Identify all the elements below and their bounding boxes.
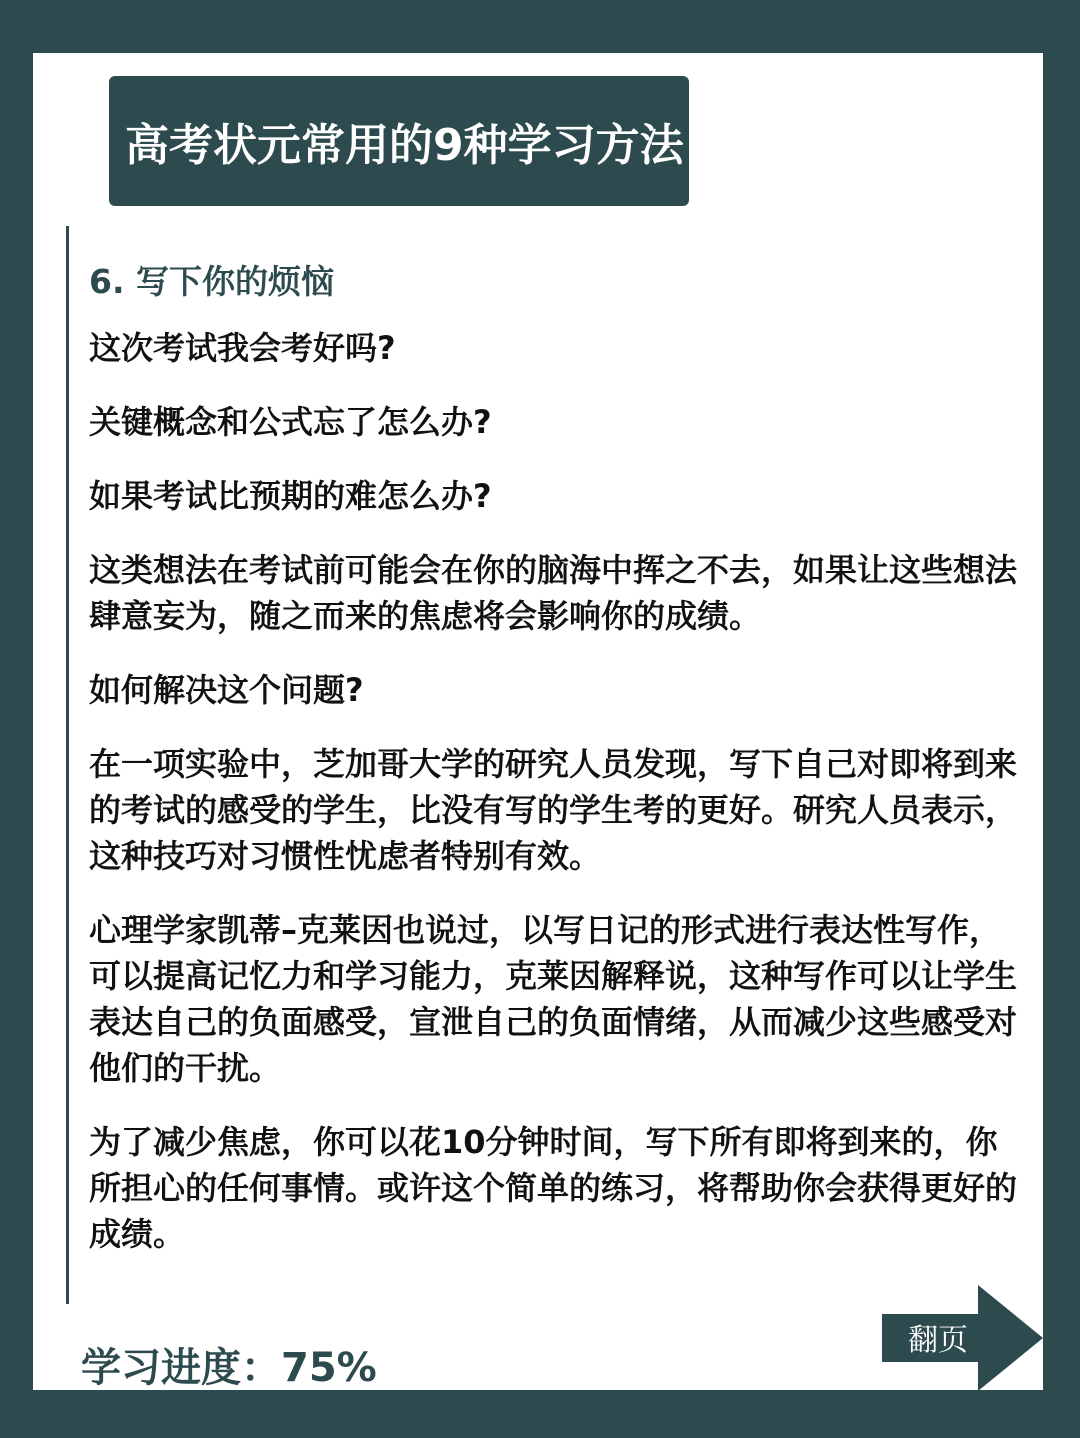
paragraph-6: 在一项实验中，芝加哥大学的研究人员发现，写下自己对即将到来的考试的感受的学生，比没有写的学生考的更好。研究人员表示，这种技巧对习惯性忧虑者特别有效。 [89, 745, 1018, 875]
paragraph-4: 这类想法在考试前可能会在你的脑海中挥之不去，如果让这些想法肆意妄为，随之而来的焦虑将会影响你的成绩。 [89, 551, 1018, 635]
article-body [89, 253, 1029, 1285]
next-page-label: 翻页 [908, 1323, 968, 1358]
title-banner [109, 76, 689, 206]
paragraph-3: 如果考试比预期的难怎么办? [89, 477, 492, 515]
paragraph-8: 为了减少焦虑，你可以花10分钟时间，写下所有即将到来的，你所担心的任何事情。或许这个简单的练习，将帮助你会获得更好的成绩。 [89, 1123, 1018, 1253]
paragraph-5: 如何解决这个问题? [89, 671, 364, 709]
paragraph-7: 心理学家凯蒂–克莱因也说过，以写日记的形式进行表达性写作，可以提高记忆力和学习能力，克莱因解释说，这种写作可以让学生表达自己的负面感受，宣泄自己的负面情绪，从而减少这些感受对他们的干扰。 [89, 911, 1018, 1087]
left-divider [66, 226, 69, 1304]
progress-label: 学习进度：75% [81, 1345, 377, 1391]
content-card [33, 53, 1043, 1390]
paragraph-1: 这次考试我会考好吗? [89, 329, 396, 367]
section-heading: 6. 写下你的烦恼 [89, 262, 334, 301]
paragraph-2: 关键概念和公式忘了怎么办? [89, 403, 492, 441]
next-page-button[interactable] [882, 1285, 1043, 1391]
page-title: 高考状元常用的9种学习方法 [125, 120, 684, 171]
